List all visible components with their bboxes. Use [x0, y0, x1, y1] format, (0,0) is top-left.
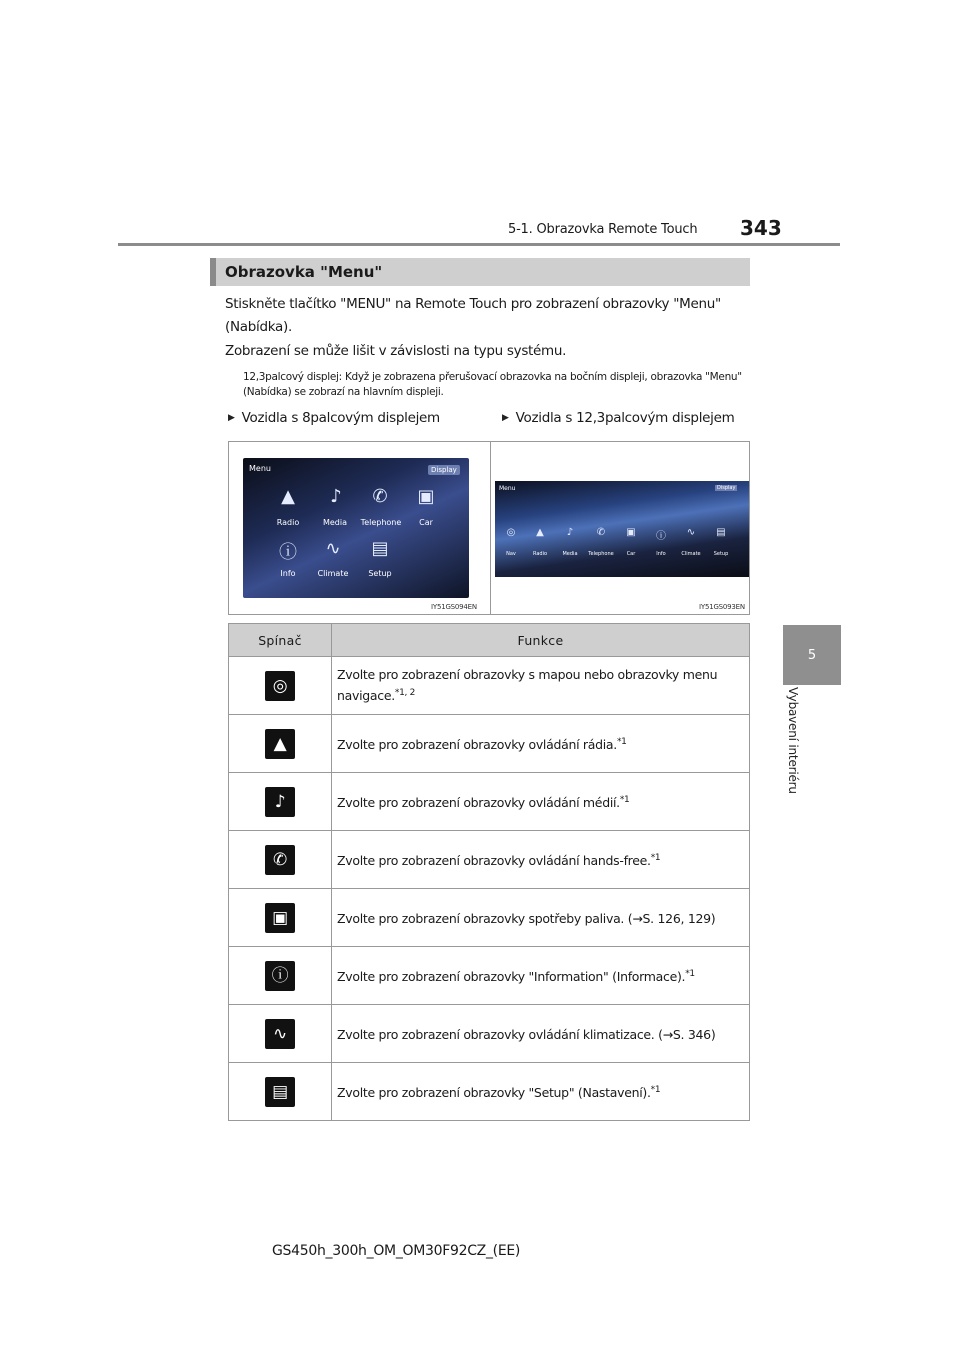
intro-paragraph: Stiskněte tlačítko "MENU" na Remote Touch pro zobrazení obrazovky "Menu" (Nabídka). — [225, 296, 721, 335]
section-heading — [210, 258, 750, 286]
phone-icon[interactable]: ✆ — [596, 527, 606, 538]
music-note-icon[interactable]: ♪ — [566, 527, 574, 538]
climate-icon[interactable]: ∿ — [686, 527, 696, 538]
music-note-icon[interactable]: ♪ — [330, 486, 342, 507]
car-icon[interactable]: ▣ — [417, 486, 435, 507]
footer-code: GS450h_300h_OM_OM30F92CZ_(EE) — [272, 1243, 521, 1259]
variation-paragraph: Zobrazení se může lišit v závislosti na typu systému. — [225, 343, 567, 359]
switch-function-table — [228, 623, 750, 1121]
table-row — [229, 657, 750, 715]
table-header: Funkce — [332, 624, 750, 657]
phone-icon[interactable]: ✆ — [372, 486, 388, 507]
row-text: Zvolte pro zobrazení obrazovky "Information" (Informace). — [337, 969, 686, 985]
info-icon[interactable]: ⓘ — [656, 531, 666, 542]
screen-item-label: Car — [626, 551, 636, 557]
climate-icon: ∿ — [265, 1019, 295, 1049]
menu-screen-12inch — [495, 481, 749, 577]
radio-tower-icon[interactable]: ▲ — [536, 527, 544, 538]
row-footnote: *1 — [650, 1084, 661, 1095]
screen-item-label: Media — [322, 518, 348, 527]
screen-item-label: Radio — [532, 551, 548, 557]
chapter-tab — [783, 625, 841, 685]
screen-item-label: Info — [656, 551, 666, 557]
caption-12inch — [502, 410, 734, 426]
screen-item-label: Setup — [368, 569, 392, 578]
car-icon[interactable]: ▣ — [626, 527, 636, 538]
screen-title: Menu — [499, 485, 516, 492]
radio-tower-icon[interactable]: ▲ — [281, 486, 295, 507]
screen-item-label: Info — [280, 569, 296, 578]
screen-item-label: Setup — [713, 551, 729, 557]
row-footnote: *1 — [619, 794, 630, 805]
table-row — [229, 889, 750, 947]
section-heading-text: Obrazovka "Menu" — [225, 263, 383, 281]
table-header-row — [229, 624, 750, 657]
chapter-number: 5 — [807, 647, 817, 663]
display-note: 12,3palcový displej: Když je zobrazena přerušovací obrazovka na bočním displeji, obrazovka "Menu" (Nabídka) se zobrazí na hlavním displeji. — [243, 371, 742, 398]
row-text: Zvolte pro zobrazení obrazovky ovládání rádia. — [337, 737, 617, 753]
row-text: Zvolte pro zobrazení obrazovky ovládání médií. — [337, 795, 620, 811]
row-text: Zvolte pro zobrazení obrazovky s mapou nebo obrazovky menu navigace. — [337, 667, 718, 704]
page-number: 343 — [740, 216, 782, 240]
row-footnote: *1 — [616, 736, 627, 747]
row-text: Zvolte pro zobrazení obrazovky ovládání hands-free. — [337, 853, 651, 869]
header-section-title: 5-1. Obrazovka Remote Touch — [508, 222, 698, 237]
table-header: Spínač — [229, 624, 332, 657]
caption-12inch-text: Vozidla s 12,3palcovým displejem — [515, 410, 735, 426]
row-text: Zvolte pro zobrazení obrazovky spotřeby paliva. (→S. 126, 129) — [337, 911, 716, 927]
navigation-icon: ◎ — [265, 671, 295, 701]
chapter-title: Vybavení interiéru — [786, 687, 800, 794]
table-row — [229, 715, 750, 773]
music-note-icon: ♪ — [265, 787, 295, 817]
caption-8inch-text: Vozidla s 8palcovým displejem — [241, 410, 440, 426]
triangle-bullet-icon: ▶ — [228, 413, 235, 423]
triangle-bullet-icon: ▶ — [502, 413, 509, 423]
row-footnote: *1 — [650, 852, 661, 863]
row-text: Zvolte pro zobrazení obrazovky "Setup" (Nastavení). — [337, 1085, 651, 1101]
screen-title: Menu — [249, 464, 271, 473]
setup-icon[interactable]: ▤ — [716, 527, 726, 538]
radio-tower-icon: ▲ — [265, 729, 295, 759]
table-row — [229, 773, 750, 831]
image-code-12inch: IY51GS093EN — [699, 603, 745, 611]
table-row — [229, 1005, 750, 1063]
header-rule — [118, 243, 840, 246]
screen-item-label: Telephone — [588, 551, 614, 557]
car-icon: ▣ — [265, 903, 295, 933]
image-code-8inch: IY51GS094EN — [431, 603, 477, 611]
screen-item-label: Media — [562, 551, 578, 557]
display-button[interactable]: Display — [428, 465, 460, 475]
row-footnote: *1 — [685, 968, 695, 979]
screen-item-label: Climate — [317, 569, 349, 578]
table-row — [229, 831, 750, 889]
setup-icon: ▤ — [265, 1077, 295, 1107]
display-button[interactable]: Display — [717, 485, 736, 491]
row-text: Zvolte pro zobrazení obrazovky ovládání klimatizace. (→S. 346) — [337, 1027, 716, 1043]
menu-screen-8inch — [243, 458, 469, 598]
screen-item-label: Telephone — [360, 518, 402, 527]
navigation-icon[interactable]: ◎ — [506, 527, 516, 538]
caption-8inch — [228, 410, 440, 426]
screen-item-label: Car — [419, 518, 433, 527]
row-footnote: *1, 2 — [394, 688, 416, 699]
table-row — [229, 947, 750, 1005]
chapter-title-vertical — [781, 687, 805, 814]
info-icon[interactable]: ⓘ — [279, 542, 297, 563]
phone-icon: ✆ — [265, 845, 295, 875]
screen-item-label: Climate — [681, 551, 701, 557]
screen-item-label: Nav — [506, 551, 516, 557]
climate-icon[interactable]: ∿ — [325, 538, 341, 559]
screenshots-divider — [490, 441, 491, 615]
setup-icon[interactable]: ▤ — [371, 538, 389, 559]
info-icon: ⓘ — [265, 961, 295, 991]
table-row — [229, 1063, 750, 1121]
screen-item-label: Radio — [276, 518, 300, 527]
